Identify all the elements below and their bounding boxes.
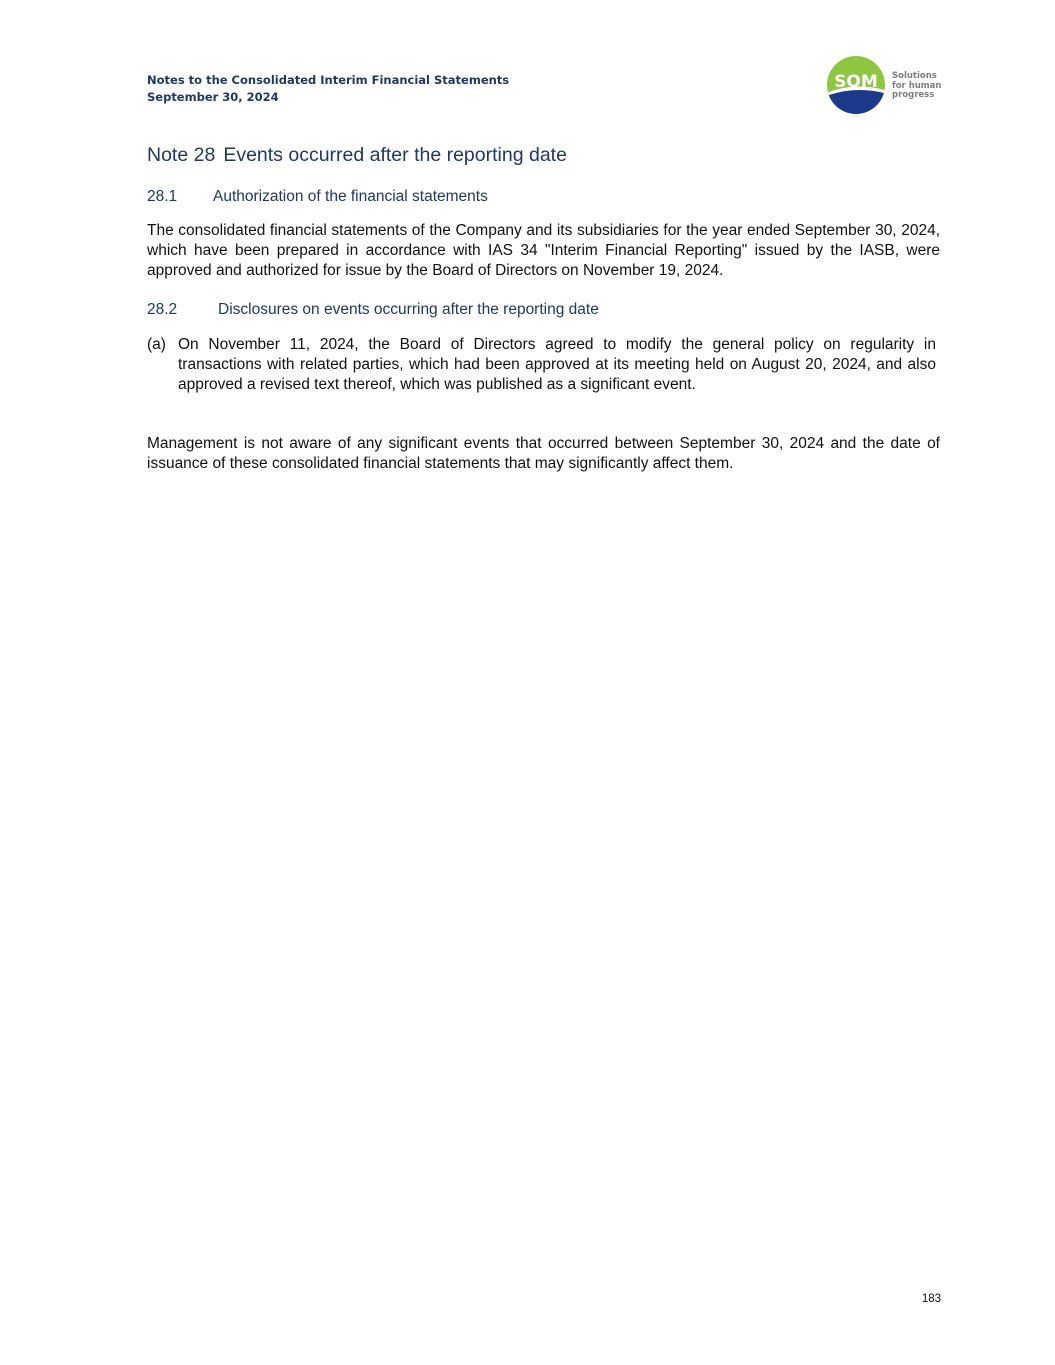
header-date: September 30, 2024 [147,90,279,104]
section-title: Disclosures on events occurring after the reporting date [218,301,599,318]
logo-tagline-line: for human [892,80,942,91]
note-number: Note 28 [147,144,216,166]
logo-tagline-line: Solutions [892,71,937,81]
page-number: 183 [921,1293,941,1305]
document-header [147,72,509,106]
logo-text: SQM [834,72,878,92]
note-heading: Events occurred after the reporting date [223,144,567,166]
section-title: Authorization of the financial statements [213,188,488,205]
sqm-logo [826,55,946,115]
closing-paragraph: Management is not aware of any significant events that occurred between September 30, 2024 and the date of issuance of these consolidated financial statements that may significantly affect them. [147,435,940,472]
list-marker: (a) [147,336,166,353]
sqm-logo-mark [826,55,888,115]
section-heading-28-2 [147,301,599,319]
header-title: Notes to the Consolidated Interim Financial Statements [147,73,510,87]
logo-tagline [892,72,941,101]
authorization-paragraph: The consolidated financial statements of the Company and its subsidiaries for the year ended September 30, 2024, which have been prepared in accordance with IAS 34 "Interim Financial Reporting" issued by the IASB, were approved and authorized for issue by the Board of Directors on November 19, 2024. [147,222,940,279]
list-item-text: On November 11, 2024, the Board of Directors agreed to modify the general policy on regularity in transactions with related parties, which had been approved at its meeting held on August 20, 2024, and also approved a revised text thereof, which was published as a significant event. [178,336,936,393]
note-title [147,144,567,167]
section-number: 28.1 [147,188,178,205]
section-number: 28.2 [147,301,178,318]
section-heading-28-1 [147,188,488,206]
logo-tagline-line: progress [892,90,935,100]
